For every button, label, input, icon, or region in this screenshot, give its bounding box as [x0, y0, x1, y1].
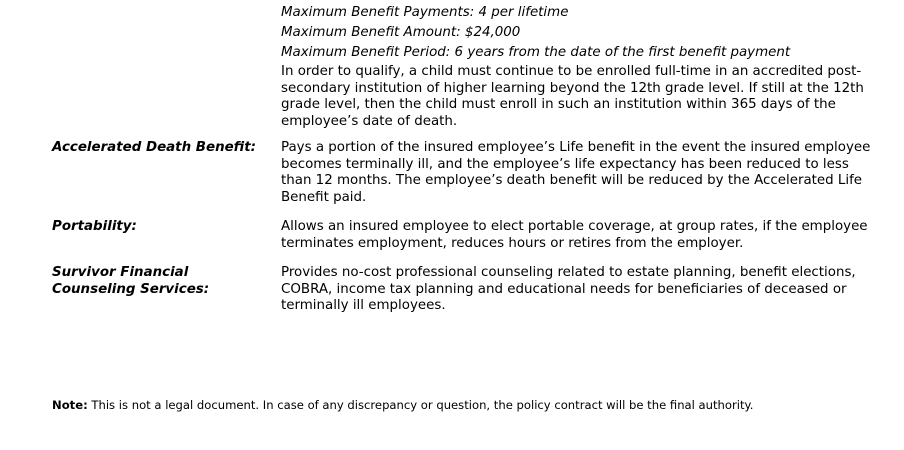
portability-description: Allows an insured employee to elect portable coverage, at group rates, if the employee terminates employment, reduces hours or retires from the employer.: [281, 219, 868, 251]
legal-note: [52, 398, 753, 413]
max-benefit-payments: Maximum Benefit Payments: 4 per lifetime: [281, 5, 569, 20]
note-label: Note:: [52, 398, 88, 412]
accelerated-death-benefit-term: Accelerated Death Benefit:: [52, 140, 256, 155]
survivor-counseling-term: [52, 265, 272, 298]
qualification-paragraph: In order to qualify, a child must continue to be enrolled full-time in an accredited post-secondary institution of higher learning beyond the 12th grade level. If still at the 12th grade level, then the child must enroll in such an institution within 365 days of the employee’s date of death.: [281, 64, 864, 130]
survivor-counseling-term-line1: Survivor Financial: [52, 265, 189, 280]
max-benefit-period: Maximum Benefit Period: 6 years from the date of the first benefit payment: [281, 45, 791, 60]
accelerated-death-benefit-description: Pays a portion of the insured employee’s Life benefit in the event the insured employee becomes terminally ill, and the employee’s life expectancy has been reduced to less than 12 months. The employee’s death benefit will be reduced by the Accelerated Life Benefit paid.: [281, 140, 871, 206]
dependent-education-benefit-details: [281, 3, 881, 131]
note-text: This is not a legal document. In case of any discrepancy or question, the policy contract will be the final authority.: [87, 398, 754, 412]
survivor-counseling-description: Provides no-cost professional counseling related to estate planning, benefit elections, COBRA, income tax planning and educational needs for beneficiaries of deceased or terminally ill employees.: [281, 265, 856, 314]
max-benefit-amount: Maximum Benefit Amount: $24,000: [281, 25, 521, 40]
survivor-counseling-term-line2: Counseling Services:: [52, 281, 210, 297]
portability-term: Portability:: [52, 219, 137, 234]
